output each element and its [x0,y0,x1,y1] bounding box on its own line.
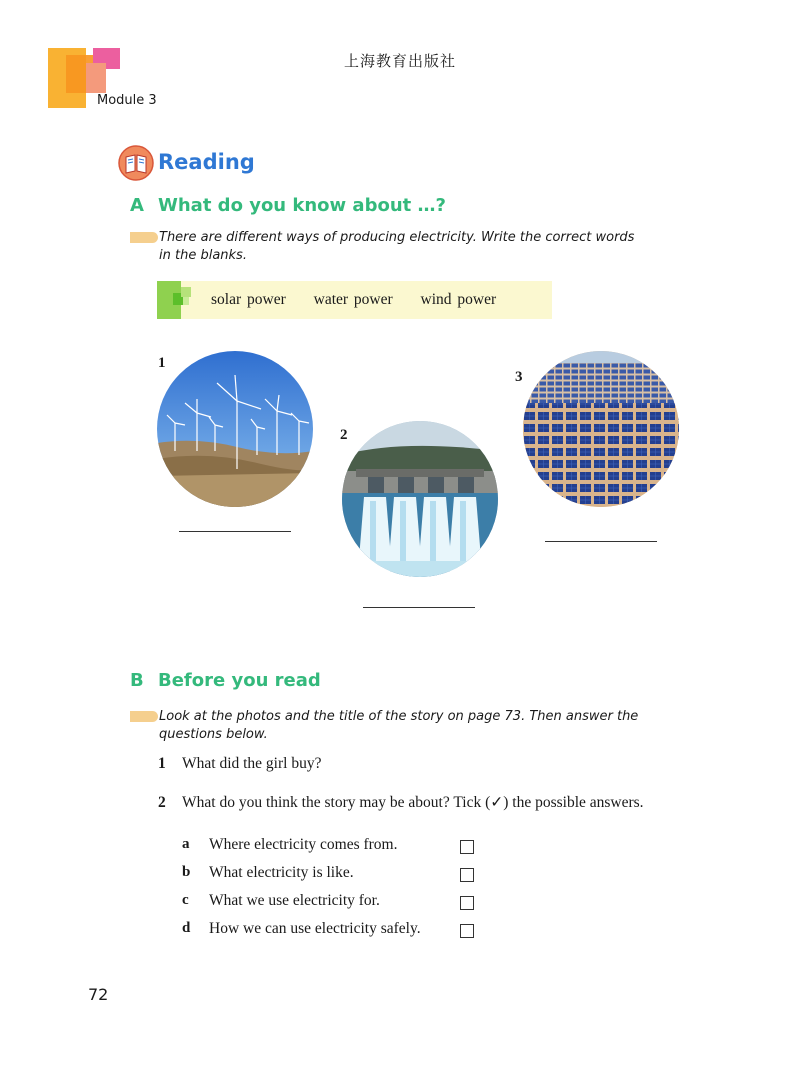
option-text: What electricity is like. [209,864,354,881]
section-a-instruction: There are different ways of producing electricity. Write the correct words in the blanks. [159,230,635,263]
photo-number: 3 [515,369,523,385]
word-option: water power [313,291,393,308]
word-list [211,291,518,309]
photo-number: 1 [158,355,166,371]
word-box [157,281,552,319]
option-text: What we use electricity for. [209,892,380,909]
answer-blank-3[interactable] [545,541,657,542]
option-letter: b [182,864,191,880]
option-letter: c [182,892,189,908]
tick-checkbox[interactable] [460,840,474,854]
word-option: solar power [211,291,286,308]
tick-checkbox[interactable] [460,896,474,910]
option-letter: d [182,920,191,936]
section-a-title: What do you know about …? [158,195,446,216]
hydroelectric-dam-image [342,421,498,577]
option-text: Where electricity comes from. [209,836,398,853]
reading-heading: Reading [158,150,255,174]
word-option: wind power [420,291,497,308]
question-text: What did the girl buy? [182,755,322,772]
question-number: 1 [158,755,166,772]
option-letter: a [182,836,190,852]
section-b-instruction: Look at the photos and the title of the story on page 73. Then answer the questions below. [159,709,639,742]
section-b-title: Before you read [158,670,321,691]
section-a-letter: A [130,195,144,216]
section-a-heading [130,195,446,216]
word-box-marker [157,281,181,319]
section-b-letter: B [130,670,144,691]
instruction-tab [130,711,158,722]
answer-blank-1[interactable] [179,531,291,532]
page-number: 72 [88,985,109,1004]
section-b-heading [130,670,321,691]
module-label: Module 3 [97,93,157,108]
photo-number: 2 [340,427,348,443]
wind-turbines-image [157,351,313,507]
tick-checkbox[interactable] [460,868,474,882]
question-number: 2 [158,794,166,811]
publisher-name: 上海教育出版社 [343,52,456,70]
question-text: What do you think the story may be about? Tick (✓) the possible answers. [182,794,644,811]
answer-blank-2[interactable] [363,607,475,608]
solar-panels-image [523,351,679,507]
tick-checkbox[interactable] [460,924,474,938]
option-text: How we can use electricity safely. [209,920,421,937]
instruction-tab [130,232,158,243]
book-icon [118,145,154,181]
